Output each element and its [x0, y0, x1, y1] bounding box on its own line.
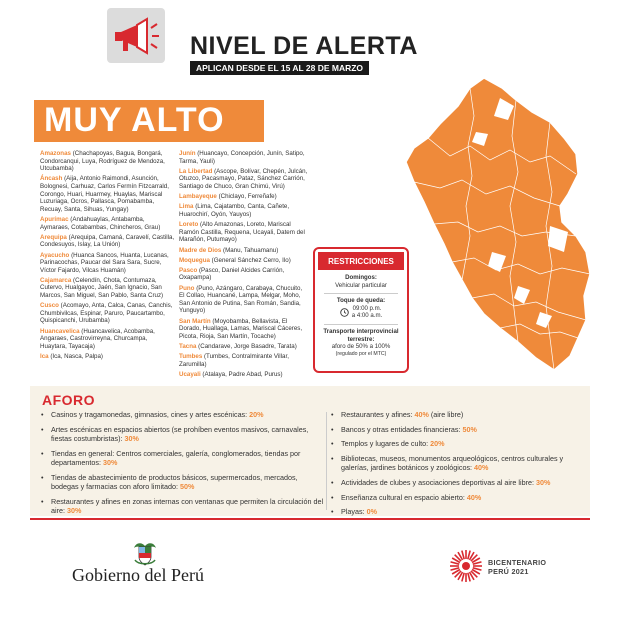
region-name: Apurímac: [40, 215, 69, 223]
region-provinces: (Huanca Sancos, Huanta, Lucanas, Parinacochas, Paucar del Sara Sara, Sucre, Víctor Fajardo, Vilcas Huamán): [40, 251, 169, 274]
aforo-item: [40, 497, 325, 516]
aforo-item-text: Actividades de clubes y asociaciones deportivas al aire libre:: [341, 478, 534, 488]
bicentenario-center: [462, 562, 470, 570]
sundays-label: Domingos:: [345, 274, 377, 281]
region-entry: [40, 277, 175, 300]
aforo-item-text: Enseñanza cultural en espacio abierto:: [341, 492, 465, 502]
region-entry: [40, 252, 175, 275]
region-name: Loreto: [179, 221, 199, 229]
aforo-item: [40, 410, 325, 419]
coat-of-arms-logo: [130, 540, 160, 568]
aforo-item-percent: 30%: [102, 457, 118, 467]
region-provinces: (Pasco, Daniel Alcides Carrión, Oxapampa): [179, 266, 285, 282]
aforo-title: AFORO: [42, 392, 96, 408]
transport-note: (regulado por el MTC): [335, 350, 387, 357]
region-name: Ayacucho: [40, 251, 70, 259]
region-provinces: (Puno, Azángaro, Carabaya, Chucuito, El Collao, Huancané, Lampa, Melgar, Moho, San Antonio de Putina, San Román, Sandia, Yunguyo): [179, 284, 303, 315]
region-name: Amazonas: [40, 150, 71, 157]
megaphone-icon: [107, 8, 165, 63]
region-entry: [40, 234, 175, 249]
aforo-item-percent: 20%: [430, 439, 445, 449]
aforo-item: [330, 439, 585, 448]
regions-column-1: [40, 150, 175, 363]
aforo-item-percent: 0%: [366, 507, 377, 517]
region-name: Moquegua: [179, 256, 210, 264]
region-entry: [179, 257, 309, 265]
megaphone-icon-box: [107, 8, 165, 63]
aforo-item: [40, 449, 325, 468]
aforo-item: [330, 493, 585, 502]
transport-label: Transporte interprovincial terrestre:: [323, 327, 399, 343]
region-provinces: (Lima, Cajatambo, Canta, Cañete, Huarochirí, Oyón, Yauyos): [179, 203, 290, 218]
restrictions-title: RESTRICCIONES: [318, 252, 404, 270]
region-entry: [179, 150, 309, 165]
aforo-item-text: Casinos y tragamonedas, gimnasios, cines y artes escénicas:: [51, 410, 248, 419]
aforo-item-text: Bancos y otras entidades financieras:: [341, 424, 461, 434]
region-provinces: (Candarave, Jorge Basadre, Tarata): [198, 343, 297, 350]
region-entry: [179, 203, 309, 218]
aforo-list-left: [40, 410, 325, 521]
aforo-item: [330, 425, 585, 434]
region-entry: [40, 175, 175, 213]
region-name: Cusco: [40, 302, 59, 310]
aforo-item-text: Artes escénicas en espacios abiertos (se prohíben eventos masivos, carnavales, fiestas costumbristas):: [51, 424, 309, 443]
aforo-item-text: Bibliotecas, museos, monumentos arqueológicos, centros culturales y galerías, jardines botánicos y zoológicos:: [341, 454, 564, 473]
bicentenario-logo: [448, 548, 484, 584]
aforo-item: [40, 425, 325, 444]
region-provinces: (Moyobamba, Bellavista, El Dorado, Huallaga, Lamas, Mariscal Cáceres, Picota, Rioja, San Martín, Tocache): [179, 317, 303, 340]
gobierno-wordmark: Gobierno del Perú: [72, 565, 204, 585]
region-provinces: (Arequipa, Camaná, Caravelí, Castilla, Condesuyos, Islay, La Unión): [40, 233, 175, 249]
region-provinces: (Ica, Nasca, Palpa): [50, 353, 103, 360]
curfew-from: 09:00 p.m.: [352, 304, 382, 312]
region-provinces: (Andahuaylas, Antabamba, Aymaraes, Cotabambas, Chincheros, Grau): [40, 215, 161, 231]
aforo-item-percent: 50%: [462, 424, 477, 434]
region-provinces: (Manu, Tahuamanu): [223, 246, 279, 254]
region-entry: [179, 193, 309, 201]
region-name: Ucayali: [179, 370, 201, 378]
region-provinces: (Tumbes, Contralmirante Villar, Zarumilla): [179, 353, 289, 368]
region-name: Ica: [40, 353, 49, 360]
aforo-list-right: [330, 410, 585, 522]
region-name: San Martín: [179, 317, 211, 325]
aforo-item: [330, 507, 585, 516]
region-entry: [179, 371, 309, 379]
clock-icon: [340, 308, 349, 317]
region-entry: [179, 353, 309, 368]
aforo-bottom-rule: [30, 518, 590, 520]
aforo-item-percent: 50%: [180, 481, 195, 491]
region-provinces: (Atalaya, Padre Abad, Purus): [202, 370, 283, 378]
aforo-item-text: Restaurantes y afines:: [341, 410, 413, 419]
region-name: Pasco: [179, 266, 198, 274]
aforo-item-percent: 30%: [124, 433, 139, 443]
region-entry: [40, 328, 175, 351]
region-entry: [179, 285, 309, 315]
region-provinces: (Acomayo, Anta, Calca, Canas, Canchis, Chumbivilcas, Espinar, Paruro, Paucartambo, Quispicanchi, Urubamba): [40, 302, 173, 325]
region-provinces: (Celendín, Chota, Contumaza, Cutervo, Hualgayoc, Jaén, San Ignacio, San Marcos, San Miguel, San Pablo, Santa Cruz): [40, 276, 164, 300]
region-entry: [40, 302, 175, 325]
region-entry: [40, 353, 175, 361]
region-name: Madre de Dios: [179, 246, 222, 254]
aforo-item-text: Restaurantes y afines en zonas internas con ventanas que permiten la circulación del aire:: [51, 496, 324, 515]
regions-column-2: [179, 150, 309, 381]
aforo-item-text: Playas:: [341, 507, 365, 517]
aforo-item-text: Templos y lugares de culto:: [341, 439, 429, 449]
region-entry: [179, 318, 309, 341]
alert-level-label: MUY ALTO: [44, 101, 225, 139]
region-name: Tacna: [179, 343, 197, 350]
aforo-divider: [326, 412, 327, 510]
aforo-item-percent: 30%: [66, 505, 82, 515]
page-title: NIVEL DE ALERTA: [190, 32, 418, 60]
aforo-item: [330, 454, 585, 473]
region-provinces: (General Sánchez Cerro, Ilo): [211, 256, 291, 264]
region-entry: [179, 168, 309, 191]
region-provinces: (Chachapoyas, Bagua, Bongará, Condorcanqui, Luya, Rodríguez de Mendoza, Utcubamba): [40, 150, 165, 173]
aforo-item-percent: 30%: [535, 478, 551, 488]
aforo-item-percent: 20%: [249, 410, 264, 419]
peru-outline: [406, 78, 590, 370]
region-name: Lambayeque: [179, 193, 217, 201]
sundays-value: Vehicular particular: [335, 281, 387, 289]
bicentenario-line2: PERÚ 2021: [488, 567, 529, 576]
region-name: Cajamarca: [40, 276, 72, 284]
region-provinces: (Ascope, Bolívar, Chepén, Julcán, Otuzco, Pacasmayo, Pataz, Sánchez Carrión, Santiago de Chuco, Gran Chimú, Virú): [179, 167, 308, 190]
region-name: La Libertad: [179, 167, 213, 175]
region-name: Puno: [179, 284, 195, 292]
aforo-item: [330, 410, 585, 419]
region-provinces: (Aija, Antonio Raimondi, Asunción, Bolognesi, Carhuaz, Carlos Fermín Fitzcarrald, Corongo, Huari, Huarmey, Huaylas, Mariscal Luzuriaga, Ocros, Pallasca, Pomabamba, Recuay, Santa, Sihuas, Yungay): [40, 175, 169, 213]
region-name: Huancavelica: [40, 327, 80, 335]
region-provinces: (Huancavelica, Acobamba, Angaraes, Castrovirreyna, Churcampa, Huaytara, Tayacaja): [40, 327, 155, 350]
region-name: Lima: [179, 203, 194, 211]
bicentenario-wordmark: [488, 558, 546, 576]
region-entry: [40, 150, 175, 173]
aforo-item-suffix: (aire libre): [428, 410, 464, 419]
aforo-item: [40, 473, 325, 492]
aforo-item-percent: 40%: [466, 492, 482, 502]
region-name: Áncash: [40, 175, 63, 183]
region-name: Tumbes: [179, 353, 203, 361]
region-entry: [179, 343, 309, 351]
restrictions-box: [313, 247, 409, 373]
region-entry: [179, 247, 309, 255]
region-entry: [179, 267, 309, 282]
date-range-subtitle: APLICAN DESDE EL 15 AL 28 DE MARZO: [190, 61, 369, 75]
aforo-item-text: Tiendas de abastecimiento de productos básicos, supermercados, mercados, bodegas y farmacias con aforo limitado:: [51, 472, 298, 491]
region-name: Junín: [179, 150, 196, 157]
region-entry: [179, 221, 309, 244]
curfew-to: a 4:00 a.m.: [351, 312, 383, 320]
aforo-item-text: Tiendas en general: Centros comerciales, galería, conglomerados, tiendas por departamentos:: [51, 448, 301, 467]
aforo-item-percent: 40%: [414, 410, 429, 419]
curfew-label: Toque de queda:: [336, 297, 386, 305]
bicentenario-line1: BICENTENARIO: [488, 558, 547, 567]
aforo-item: [330, 478, 585, 487]
region-entry: [40, 216, 175, 231]
region-provinces: (Huancayo, Concepción, Junín, Satipo, Tarma, Yauli): [179, 150, 305, 165]
peru-map: [400, 76, 600, 376]
region-name: Arequipa: [40, 233, 67, 241]
transport-value: aforo de 50% a 100%: [331, 343, 391, 351]
region-provinces: (Alto Amazonas, Loreto, Mariscal Ramón Castilla, Requena, Ucayali, Datem del Marañón, Putumayo): [179, 221, 305, 244]
region-provinces: (Chiclayo, Ferreñafe): [218, 193, 277, 201]
aforo-item-percent: 40%: [474, 463, 489, 473]
